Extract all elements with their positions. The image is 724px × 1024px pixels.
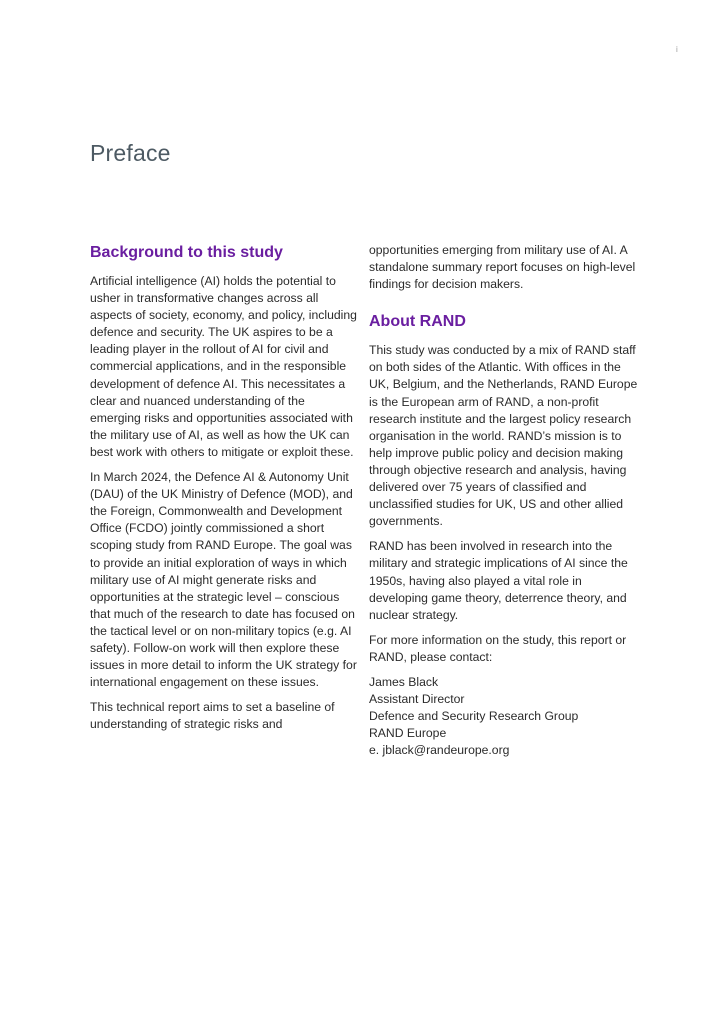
left-column bbox=[90, 242, 358, 741]
page-number: i bbox=[676, 45, 678, 54]
background-paragraph-1: Artificial intelligence (AI) holds the potential to usher in transformative changes across all aspects of society, economy, and policy, including defence and security. The UK aspires to be a leading player in the rollout of AI for civil and commercial applications, and in the responsible development of defence AI. This necessitates a clear and nuanced understanding of the emerging risks and opportunities associated with the military use of AI, as well as how the UK can best work with others to mitigate or exploit these. bbox=[90, 274, 357, 459]
contact-role: Assistant Director bbox=[369, 692, 465, 707]
contact-organisation: RAND Europe bbox=[369, 726, 447, 741]
about-paragraph-1: This study was conducted by a mix of RAND staff on both sides of the Atlantic. With offices in the UK, Belgium, and the Netherlands, RAND Europe is the European arm of RAND, a non-profit research institute and the largest policy research organisation in the world. RAND’s mission is to help improve public policy and decision making through objective research and analysis, having delivered over 75 years of classified and unclassified studies for UK, US and other allied governments. bbox=[369, 343, 638, 529]
contact-group: Defence and Security Research Group bbox=[369, 709, 579, 724]
contact-email[interactable]: e. jblack@randeurope.org bbox=[369, 743, 510, 758]
about-heading: About RAND bbox=[369, 313, 466, 331]
background-heading: Background to this study bbox=[90, 244, 283, 261]
contact-block bbox=[369, 674, 639, 759]
contact-name: James Black bbox=[369, 674, 439, 689]
background-paragraph-3-continued: opportunities emerging from military use of AI. A standalone summary report focuses on high-level findings for decision makers. bbox=[369, 243, 636, 292]
about-paragraph-3: For more information on the study, this report or RAND, please contact: bbox=[369, 632, 627, 664]
background-paragraph-3: This technical report aims to set a baseline of understanding of strategic risks and bbox=[90, 700, 335, 732]
background-paragraph-2: In March 2024, the Defence AI & Autonomy Unit (DAU) of the UK Ministry of Defence (MOD), and the Foreign, Commonwealth and Development Office (FCDO) jointly commissioned a short scoping study from RAND Europe. The goal was to provide an initial exploration of ways in which military use of AI might generate risks and opportunities at the strategic level – conscious that much of the research to date has focused on the tactical level or on non-military topics (e.g. AI safety). Follow-on work will then explore these issues in more detail to inform the UK strategy for international engagement on these issues. bbox=[90, 470, 357, 690]
right-column bbox=[369, 242, 639, 759]
page-title: Preface bbox=[90, 140, 171, 166]
about-paragraph-2: RAND has been involved in research into the military and strategic implications of AI since the 1950s, having also played a vital role in developing game theory, deterrence theory, and nuclear strategy. bbox=[369, 539, 628, 622]
